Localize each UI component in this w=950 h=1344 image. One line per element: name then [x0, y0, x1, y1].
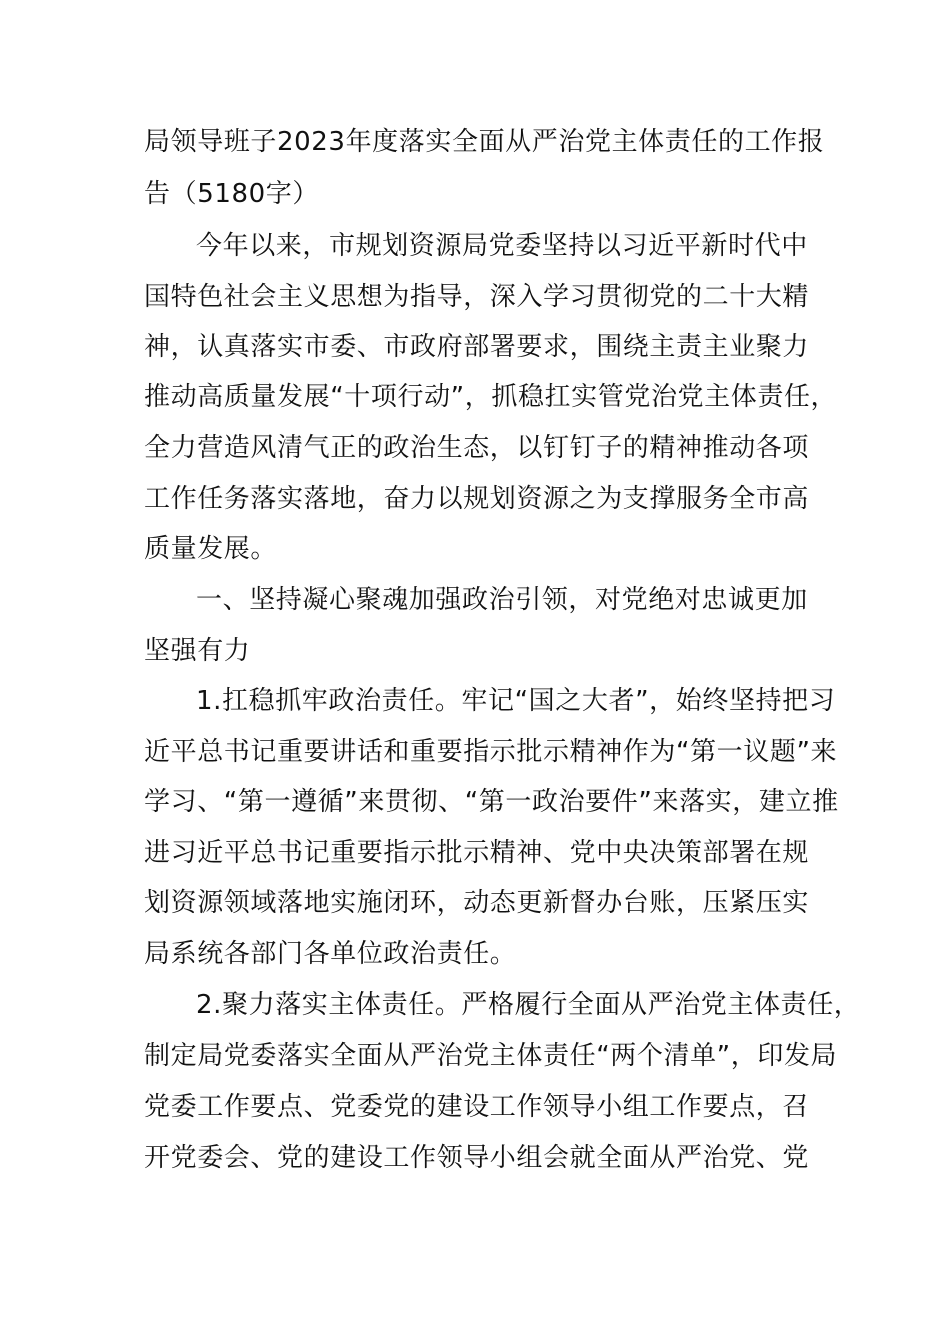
- item-1-paragraph-line: 局系统各部门各单位政治责任。: [144, 939, 517, 969]
- item-1-paragraph-line: 学习、“第一遵循”来贯彻、“第一政治要件”来落实，建立推: [144, 787, 839, 817]
- intro-paragraph-line: 神，认真落实市委、市政府部署要求，围绕主责主业聚力: [144, 332, 810, 362]
- section-heading-line: 坚强有力: [144, 636, 251, 666]
- intro-paragraph-line: 国特色社会主义思想为指导，深入学习贯彻党的二十大精: [144, 282, 810, 312]
- report-title-line-1: 局领导班子2023年度落实全面从严治党主体责任的工作报: [144, 127, 825, 157]
- item-2-paragraph-line: 党委工作要点、党委党的建设工作领导小组工作要点，召: [144, 1092, 810, 1122]
- item-2-paragraph-line: 开党委会、党的建设工作领导小组会就全面从严治党、党: [144, 1143, 810, 1173]
- intro-paragraph-line: 全力营造风清气正的政治生态，以钉钉子的精神推动各项: [144, 433, 810, 463]
- item-1-paragraph-line: 进习近平总书记重要指示批示精神、党中央决策部署在规: [144, 838, 810, 868]
- intro-paragraph-line: 今年以来，市规划资源局党委坚持以习近平新时代中: [196, 231, 808, 261]
- item-1-paragraph-line: 近平总书记重要讲话和重要指示批示精神作为“第一议题”来: [144, 737, 838, 767]
- intro-paragraph-line: 工作任务落实落地，奋力以规划资源之为支撑服务全市高: [144, 484, 810, 514]
- item-2-paragraph-line: 2.聚力落实主体责任。严格履行全面从严治党主体责任，: [196, 990, 861, 1020]
- item-1-paragraph-line: 划资源领域落地实施闭环，动态更新督办台账，压紧压实: [144, 888, 810, 918]
- section-heading-line: 一、坚持凝心聚魂加强政治引领，对党绝对忠诚更加: [196, 585, 808, 615]
- report-title-line-2: 告（5180字）: [144, 179, 319, 209]
- intro-paragraph-line: 推动高质量发展“十项行动”，抓稳扛实管党治党主体责任，: [144, 382, 838, 412]
- intro-paragraph-line: 质量发展。: [144, 534, 278, 564]
- item-1-paragraph-line: 1.扛稳抓牢政治责任。牢记“国之大者”，始终坚持把习: [196, 686, 836, 716]
- item-2-paragraph-line: 制定局党委落实全面从严治党主体责任“两个清单”，印发局: [144, 1041, 838, 1071]
